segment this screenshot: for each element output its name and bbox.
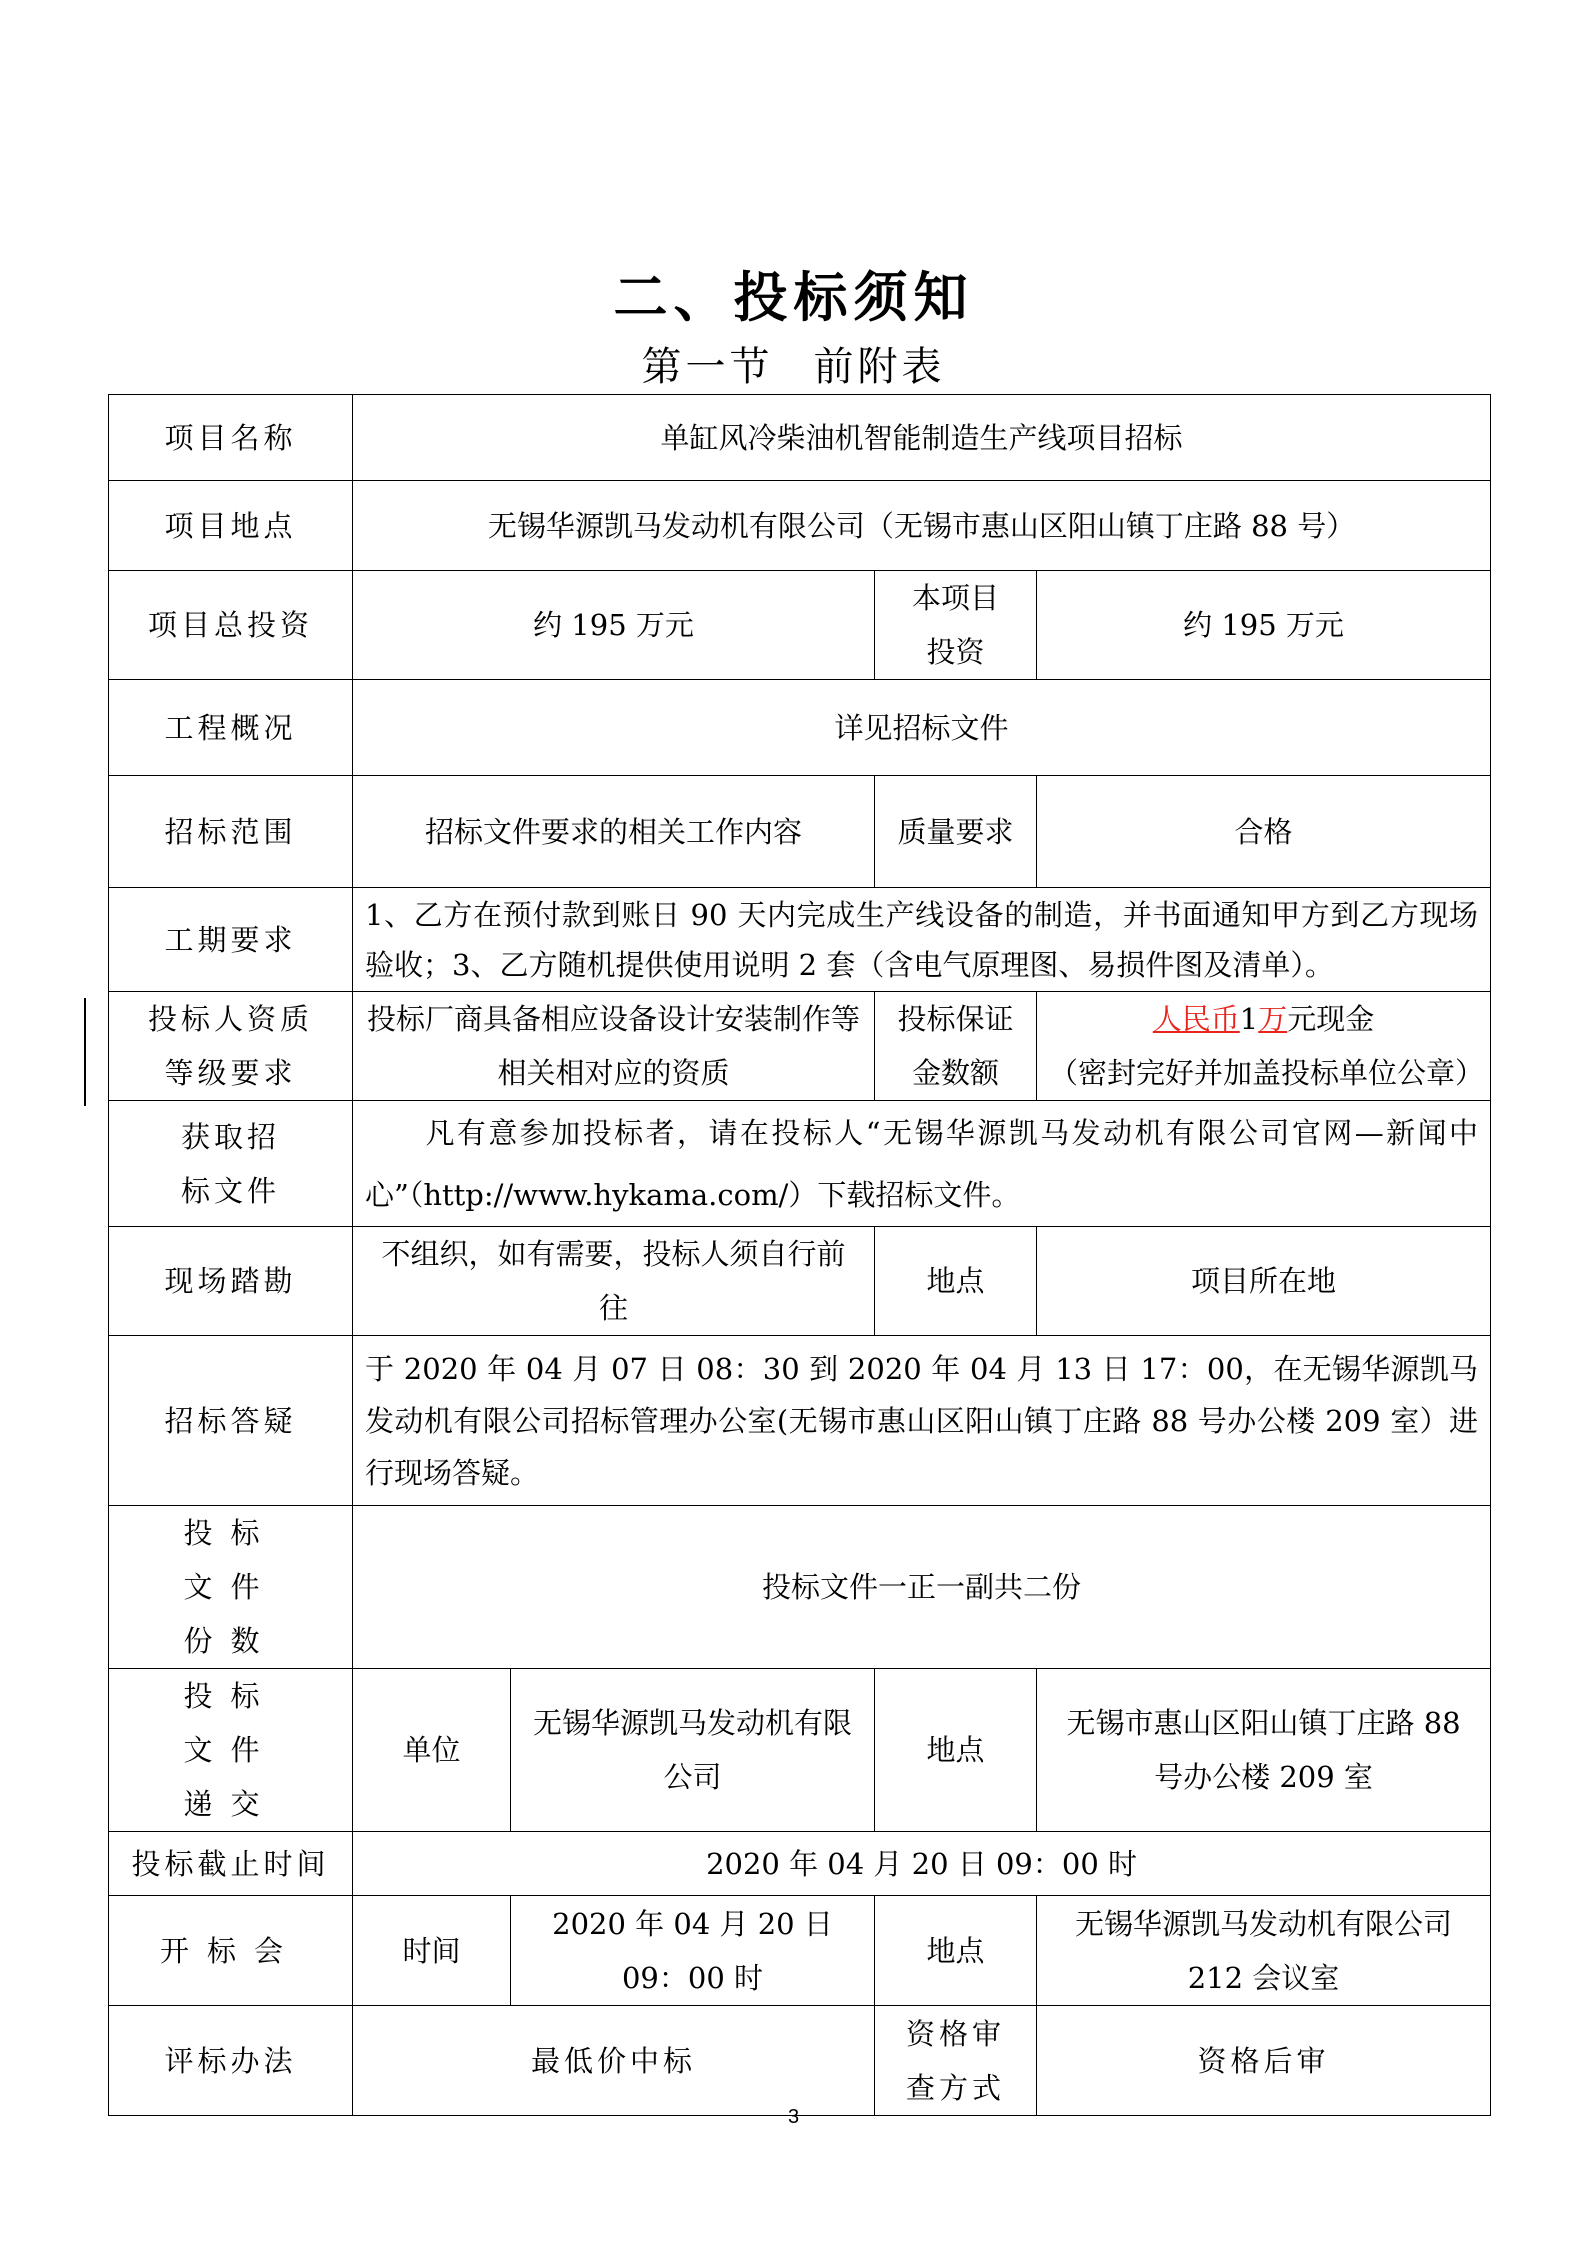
opening-time-value: 2020 年 04 月 20 日 09：00 时 bbox=[511, 1896, 875, 2006]
project-name-value: 单缸风冷柴油机智能制造生产线项目招标 bbox=[353, 395, 1491, 481]
obtain-docs-value bbox=[353, 1101, 1491, 1227]
obtain-docs-label: 获取招标文件 bbox=[109, 1101, 353, 1227]
table-row bbox=[109, 1101, 1491, 1227]
copies-value: 投标文件一正一副共二份 bbox=[353, 1506, 1491, 1669]
site-visit-label: 现场踏勘 bbox=[109, 1227, 353, 1336]
table-row bbox=[109, 1227, 1491, 1336]
deposit-value bbox=[1037, 992, 1491, 1101]
deposit-type: 元现金 bbox=[1287, 1002, 1375, 1036]
qa-label: 招标答疑 bbox=[109, 1336, 353, 1506]
table-row bbox=[109, 1896, 1491, 2006]
total-investment-label: 项目总投资 bbox=[109, 571, 353, 680]
deposit-label: 投标保证金数额 bbox=[875, 992, 1037, 1101]
page-number: 3 bbox=[787, 2106, 800, 2128]
deposit-currency: 人民币 bbox=[1152, 1002, 1240, 1036]
site-visit-place-value: 项目所在地 bbox=[1037, 1227, 1491, 1336]
evaluation-value: 最低价中标 bbox=[353, 2006, 875, 2116]
obtain-docs-text: 凡有意参加投标者，请在投标人“无锡华源凯马发动机有限公司官网—新闻中心”（http://www.hykama.com/）下载招标文件。 bbox=[365, 1115, 1479, 1212]
deadline-label: 投标截止时间 bbox=[109, 1832, 353, 1896]
quality-value: 合格 bbox=[1037, 776, 1491, 888]
submission-label: 投标文件递交 bbox=[109, 1669, 353, 1832]
opening-time-label: 时间 bbox=[353, 1896, 511, 2006]
review-method-value: 资格后审 bbox=[1037, 2006, 1491, 2116]
table-row bbox=[109, 1832, 1491, 1896]
margin-change-bar bbox=[84, 998, 86, 1106]
submission-place-label: 地点 bbox=[875, 1669, 1037, 1832]
submission-unit-label: 单位 bbox=[353, 1669, 511, 1832]
quality-label: 质量要求 bbox=[875, 776, 1037, 888]
overview-value: 详见招标文件 bbox=[353, 680, 1491, 776]
table-row bbox=[109, 2006, 1491, 2116]
submission-place-value: 无锡市惠山区阳山镇丁庄路 88 号办公楼 209 室 bbox=[1037, 1669, 1491, 1832]
schedule-value: 1、乙方在预付款到账日 90 天内完成生产线设备的制造，并书面通知甲方到乙方现场验收；3、乙方随机提供使用说明 2 套（含电气原理图、易损件图及清单）。 bbox=[353, 888, 1491, 992]
opening-place-value: 无锡华源凯马发动机有限公司 212 会议室 bbox=[1037, 1896, 1491, 2006]
submission-unit-value: 无锡华源凯马发动机有限公司 bbox=[511, 1669, 875, 1832]
table-row bbox=[109, 680, 1491, 776]
page-title: 二、投标须知 bbox=[613, 266, 974, 329]
project-investment-label: 本项目投资 bbox=[875, 571, 1037, 680]
deadline-value: 2020 年 04 月 20 日 09：00 时 bbox=[353, 1832, 1491, 1896]
project-investment-value: 约 195 万元 bbox=[1037, 571, 1491, 680]
table-row bbox=[109, 1669, 1491, 1832]
table-row bbox=[109, 888, 1491, 992]
review-method-label: 资格审查方式 bbox=[875, 2006, 1037, 2116]
total-investment-value: 约 195 万元 bbox=[353, 571, 875, 680]
table-row bbox=[109, 571, 1491, 680]
qa-value: 于 2020 年 04 月 07 日 08：30 到 2020 年 04 月 13 日 17：00，在无锡华源凯马发动机有限公司招标管理办公室(无锡市惠山区阳山镇丁庄路 88 号办公楼 209 室）进行现场答疑。 bbox=[353, 1336, 1491, 1506]
section-name: 前附表 bbox=[813, 344, 946, 390]
table-row bbox=[109, 1506, 1491, 1669]
opening-label: 开标会 bbox=[109, 1896, 353, 2006]
table-row bbox=[109, 395, 1491, 481]
opening-place-label: 地点 bbox=[875, 1896, 1037, 2006]
scope-label: 招标范围 bbox=[109, 776, 353, 888]
site-visit-place-label: 地点 bbox=[875, 1227, 1037, 1336]
qualification-label: 投标人资质等级要求 bbox=[109, 992, 353, 1101]
table-row bbox=[109, 1336, 1491, 1506]
scope-value: 招标文件要求的相关工作内容 bbox=[353, 776, 875, 888]
table-row bbox=[109, 481, 1491, 571]
table-row bbox=[109, 776, 1491, 888]
project-location-value: 无锡华源凯马发动机有限公司（无锡市惠山区阳山镇丁庄路 88 号） bbox=[353, 481, 1491, 571]
copies-label: 投标文件份数 bbox=[109, 1506, 353, 1669]
table-row bbox=[109, 992, 1491, 1101]
deposit-number: 1 bbox=[1239, 1002, 1259, 1036]
project-location-label: 项目地点 bbox=[109, 481, 353, 571]
site-visit-value: 不组织，如有需要，投标人须自行前往 bbox=[353, 1227, 875, 1336]
qualification-value: 投标厂商具备相应设备设计安装制作等相关相对应的资质 bbox=[353, 992, 875, 1101]
evaluation-label: 评标办法 bbox=[109, 2006, 353, 2116]
schedule-label: 工期要求 bbox=[109, 888, 353, 992]
deposit-unit: 万 bbox=[1258, 1002, 1288, 1036]
deposit-note: （密封完好并加盖投标单位公章） bbox=[1049, 1056, 1485, 1090]
tender-info-table bbox=[108, 394, 1491, 2116]
section-number: 第一节 bbox=[641, 344, 774, 390]
section-subtitle bbox=[0, 335, 1587, 392]
overview-label: 工程概况 bbox=[109, 680, 353, 776]
project-name-label: 项目名称 bbox=[109, 395, 353, 481]
